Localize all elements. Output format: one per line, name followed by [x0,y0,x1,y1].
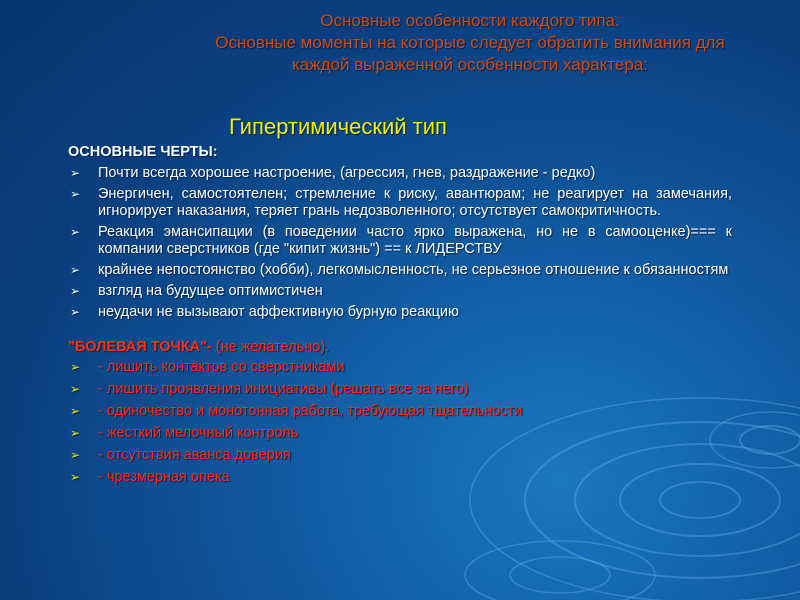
arrowhead-bullet-yellow-icon: ➢ [70,426,81,440]
arrowhead-bullet-icon: ➢ [70,305,81,319]
header-line-3: каждой выраженной особенности характера: [292,55,648,74]
list-item [68,283,732,300]
list-item [68,447,732,464]
arrowhead-bullet-icon: ➢ [70,187,81,201]
list-item [68,304,732,321]
trait-text: неудачи не вызывают аффективную бурную реакцию [98,304,459,320]
list-item [68,403,732,420]
type-title: Гипертимический тип [229,114,447,139]
pain-text: - одиночество и монотонная работа, требующая тщательности [98,403,523,419]
header-line-2: Основные моменты на которые следует обратить внимания для [215,33,725,52]
list-item [68,381,732,398]
trait-text: Реакция эмансипации (в поведении часто ярко выражена, но не в самооценке)=== к компании сверстников (где "кипит жизнь") == к ЛИДЕРСТВУ [98,224,732,257]
list-item [68,224,732,258]
slide-content [68,144,732,491]
traits-heading: ОСНОВНЫЕ ЧЕРТЫ: [68,144,218,160]
list-item [68,425,732,442]
traits-list [68,165,732,321]
header-line-1: Основные особенности каждого типа. [320,11,620,30]
pain-point-heading [68,339,732,356]
trait-text: крайнее непостоянство (хобби), легкомысленность, не серьезное отношение к обязанностям [98,262,729,278]
pain-text: - лишить контактов со сверстниками [98,359,345,375]
pain-text: - отсутствия аванса доверия [98,447,291,463]
list-item [68,359,732,376]
arrowhead-bullet-yellow-icon: ➢ [70,382,81,396]
list-item [68,186,732,220]
trait-text: Энергичен, самостоятелен; стремление к риску, авантюрам; не реагирует на замечания, игнорирует наказания, теряет грань недозволенного; отсутствует самокритичность. [98,186,732,219]
pain-point-list [68,359,732,486]
pain-text: - жесткий мелочный контроль [98,425,299,441]
arrowhead-bullet-icon: ➢ [70,225,81,239]
pain-text: - лишить проявления инициативы (решать все за него) [98,381,469,397]
trait-text: Почти всегда хорошее настроение, (агрессия, гнев, раздражение - редко) [98,165,596,181]
arrowhead-bullet-icon: ➢ [70,263,81,277]
arrowhead-bullet-yellow-icon: ➢ [70,448,81,462]
arrowhead-bullet-yellow-icon: ➢ [70,404,81,418]
pain-point-note: (не желательно). [211,339,330,355]
arrowhead-bullet-icon: ➢ [70,284,81,298]
trait-text: взгляд на будущее оптимистичен [98,283,323,299]
slide-header [200,10,740,76]
list-item [68,165,732,182]
arrowhead-bullet-yellow-icon: ➢ [70,360,81,374]
arrowhead-bullet-icon: ➢ [70,166,81,180]
pain-point-label: "БОЛЕВАЯ ТОЧКА"- [68,339,212,355]
arrowhead-bullet-yellow-icon: ➢ [70,470,81,484]
pain-text: - чрезмерная опека [98,469,230,485]
list-item [68,469,732,486]
list-item [68,262,732,279]
